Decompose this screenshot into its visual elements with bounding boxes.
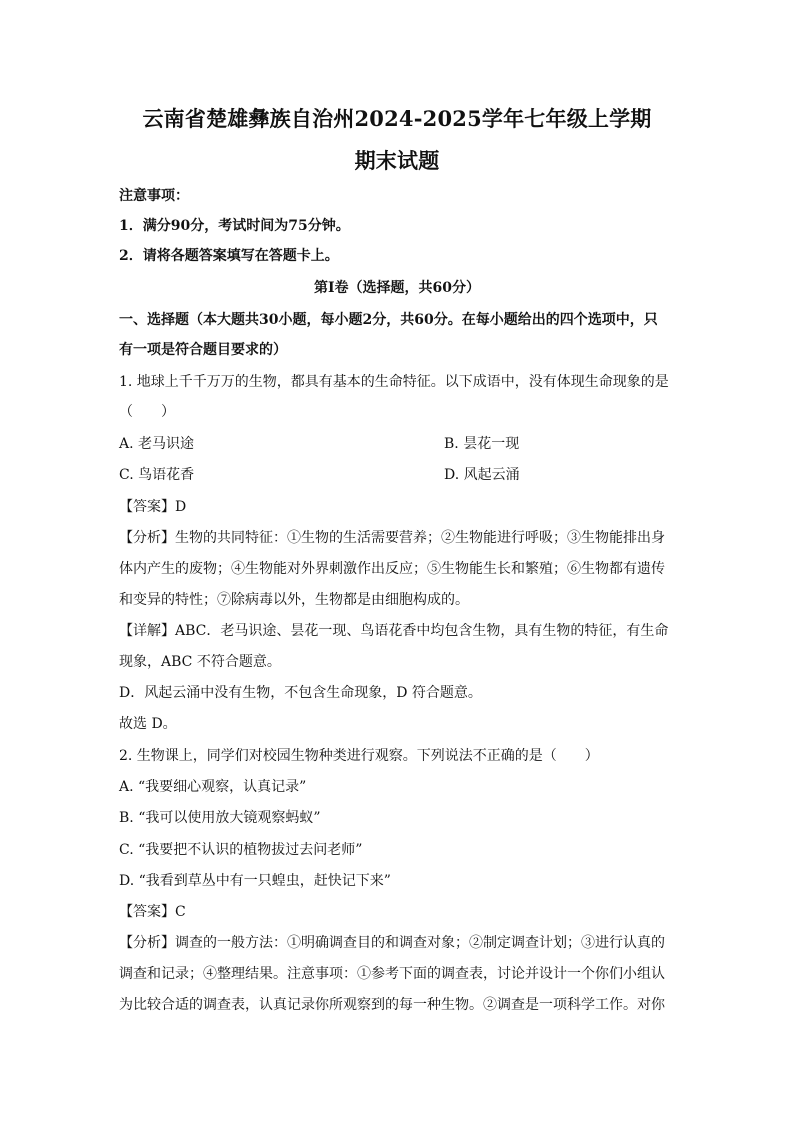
document-title-line1: 云南省楚雄彝族自治州2024-2025学年七年级上学期 bbox=[142, 106, 652, 131]
q2-option-a: A. “我要细心观察，认真记录” bbox=[119, 779, 307, 795]
q1-option-c: C. 鸟语花香 bbox=[119, 467, 195, 483]
section-title: 第Ⅰ卷（选择题，共60分） bbox=[313, 280, 481, 296]
q2-option-d: D. “我看到草丛中有一只蝗虫，赶快记下来” bbox=[119, 873, 391, 889]
q1-option-a: A. 老马识途 bbox=[119, 436, 195, 452]
q2-option-b: B. “我可以使用放大镜观察蚂蚁” bbox=[119, 810, 321, 826]
q2-analysis-line3: 为比较合适的调查表，认真记录你所观察到的每一种生物。②调查是一项科学工作。对你 bbox=[119, 997, 665, 1013]
document-page bbox=[119, 0, 675, 1123]
notice-header: 注意事项： bbox=[119, 188, 189, 204]
q1-options-row2 bbox=[119, 465, 675, 485]
document-title-line2: 期末试题 bbox=[354, 148, 440, 173]
q2-answer: 【答案】C bbox=[119, 904, 186, 920]
q1-analysis-line3: 和变异的特性；⑦除病毒以外，生物都是由细胞构成的。 bbox=[119, 592, 469, 608]
q1-stem-line1: 1. 地球上千千万万的生物，都具有基本的生命特征。以下成语中，没有体现生命现象的是 bbox=[119, 374, 669, 390]
q1-options-row1 bbox=[119, 434, 675, 454]
q2-stem: 2. 生物课上，同学们对校园生物种类进行观察。下列说法不正确的是（ ） bbox=[119, 748, 599, 764]
q1-detail-line1: 【详解】ABC．老马识途、昙花一现、鸟语花香中均包含生物，具有生物的特征，有生命 bbox=[119, 623, 669, 639]
q1-detail-line2: 现象，ABC 不符合题意。 bbox=[119, 654, 281, 670]
q1-answer: 【答案】D bbox=[119, 499, 187, 515]
q1-option-b: B. 昙花一现 bbox=[444, 436, 520, 452]
q2-option-c: C. “我要把不认识的植物拔过去问老师” bbox=[119, 842, 363, 858]
q1-detail-line3: D．风起云涌中没有生物，不包含生命现象，D 符合题意。 bbox=[119, 685, 482, 701]
q1-stem-line2: （ ） bbox=[119, 404, 175, 420]
q1-option-d: D. 风起云涌 bbox=[444, 467, 520, 483]
notice-item-2: 2．请将各题答案填写在答题卡上。 bbox=[119, 248, 339, 264]
notice-item-1: 1．满分90分，考试时间为75分钟。 bbox=[119, 218, 350, 234]
q1-analysis-line1: 【分析】生物的共同特征：①生物的生活需要营养；②生物能进行呼吸；③生物能排出身 bbox=[119, 530, 665, 546]
q2-analysis-line1: 【分析】调查的一般方法：①明确调查目的和调查对象；②制定调查计划；③进行认真的 bbox=[119, 935, 665, 951]
q1-analysis-line2: 体内产生的废物；④生物能对外界刺激作出反应；⑤生物能生长和繁殖；⑥生物都有遗传 bbox=[119, 561, 665, 577]
part-title-line1: 一、选择题（本大题共30小题，每小题2分，共60分。在每小题给出的四个选项中，只 bbox=[119, 312, 658, 328]
q2-analysis-line2: 调查和记录；④整理结果。注意事项：①参考下面的调查表，讨论并设计一个你们小组认 bbox=[119, 966, 665, 982]
part-title-line2: 有一项是符合题目要求的） bbox=[119, 342, 287, 358]
q1-conclusion: 故选 D。 bbox=[119, 716, 177, 732]
